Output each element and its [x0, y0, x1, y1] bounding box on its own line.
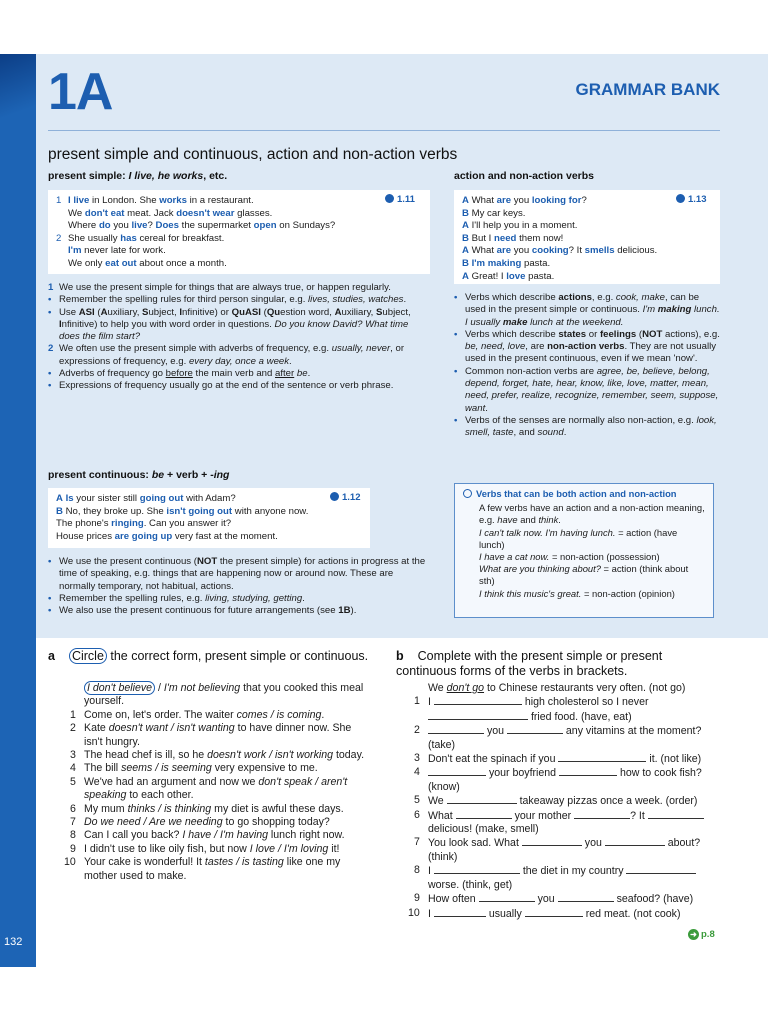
rule-note: • Verbs which describe states or feelings (NOT actions), e.g. be, need, love, are non-action verbs. They are not usually used in the present continuous, even if we mean 'now'. — [454, 328, 720, 365]
exercise-a-instruction: a Circle the correct form, present simple or continuous. — [48, 649, 369, 663]
page-number: 132 — [4, 936, 23, 948]
exercise-item[interactable]: 7 Do we need / Are we needing to go shopping today? — [70, 816, 330, 829]
speaker-icon — [385, 194, 394, 203]
action-verbs-heading: action and non-action verbs — [454, 170, 595, 182]
exercise-item[interactable]: 5 We takeaway pizzas once a week. (order) — [414, 794, 698, 808]
exercise-item[interactable]: 7 You look sad. What you about? (think) — [414, 836, 701, 863]
rule-note: 2 We often use the present simple with adverbs of frequency, e.g. usually, never, or expressions of frequency, e.g. every day, once a week. — [48, 343, 405, 367]
exercise-example: We don't go to Chinese restaurants very often. (not go) — [428, 682, 686, 694]
exercise-a-list — [64, 682, 370, 883]
arrow-right-icon: ➜ — [688, 929, 699, 940]
rule-note: 1 We use the present simple for things that are always true, or happen regularly. — [48, 282, 391, 293]
audio-track-1-12[interactable]: 1.12 — [330, 492, 361, 503]
example-line: 1 I live in London. She works in a restaurant. — [56, 195, 254, 206]
tip-title: Verbs that can be both action and non-action — [476, 488, 677, 499]
example-line: The phone's ringing. Can you answer it? — [56, 518, 232, 530]
example-line: I'm never late for work. — [68, 245, 166, 257]
tip-box — [454, 483, 714, 618]
audio-track-1-13[interactable]: 1.13 — [676, 194, 707, 205]
exercise-item[interactable]: 10 I usually red meat. (not cook) — [408, 906, 681, 920]
exercise-item[interactable]: 10 Your cake is wonderful! It tastes / is tasting like one my mother used to make. — [64, 856, 341, 882]
unit-title: 1A — [48, 63, 113, 121]
example-line: Where do you live? Does the supermarket open on Sundays? — [68, 220, 336, 232]
exercise-b-instruction: b Complete with the present simple or present continuous forms of the verbs in brackets. — [396, 649, 663, 678]
example-line: House prices are going up very fast at the moment. — [56, 530, 278, 542]
present-continuous-examples — [48, 488, 370, 548]
exercise-item[interactable]: 1 I high cholesterol so I never fried food. (have, eat) — [414, 695, 649, 723]
present-simple-heading: present simple: I live, he works, etc. — [48, 170, 228, 182]
example-line: A Is your sister still going out with Adam? — [56, 493, 236, 504]
example-line: A What are you cooking? It smells delicious. — [462, 245, 658, 257]
magnifier-icon — [463, 489, 472, 498]
rule-note: • We also use the present continuous for future arrangements (see 1B). — [48, 605, 357, 617]
example-line: We don't eat meat. Jack doesn't wear glasses. — [68, 207, 273, 219]
exercise-item[interactable]: 3 Don't eat the spinach if you it. (not like) — [414, 752, 702, 766]
example-line: A I'll help you in a moment. — [462, 220, 578, 232]
exercise-item[interactable]: 1 Come on, let's order. The waiter comes / is coming. — [70, 708, 325, 721]
page-reference-link[interactable]: ➜ p.8 — [688, 929, 715, 940]
exercise-example: I don't believe / I'm not believing that you cooked this meal yourself. — [84, 682, 364, 708]
exercise-item[interactable]: 6 My mum thinks / is thinking my diet is awful these days. — [70, 802, 344, 815]
exercise-item[interactable]: 4 your boyfriend how to cook fish? (know) — [414, 766, 702, 793]
rule-note: • Remember the spelling rules, e.g. living, studying, getting. — [48, 592, 305, 604]
present-simple-examples — [48, 190, 430, 274]
rule-note: • Adverbs of frequency go before the main verb and after be. — [48, 368, 311, 380]
left-color-strip — [0, 54, 36, 967]
example-line: B No, they broke up. She isn't going out with anyone now. — [56, 505, 309, 517]
example-line: 2 She usually has cereal for breakfast. — [56, 232, 225, 244]
exercise-b-list — [408, 682, 724, 921]
exercise-item[interactable]: 5 We've had an argument and now we don't speak / aren't speaking to each other. — [70, 775, 348, 802]
rule-note: • Common non-action verbs are agree, be, believe, belong, depend, forget, hate, hear, know, like, love, matter, mean, need, prefer, realize, recognize, remember, seem, suppose, want. — [454, 365, 719, 414]
present-simple-notes — [48, 282, 428, 393]
section-heading: present simple and continuous, action and non-action verbs — [48, 146, 458, 163]
present-continuous-heading: present continuous: be + verb + -ing — [48, 469, 230, 481]
example-line: B I'm making pasta. — [462, 257, 551, 269]
exercise-item[interactable]: 3 The head chef is ill, so he doesn't work / isn't working today. — [70, 749, 365, 762]
speaker-icon — [676, 194, 685, 203]
exercise-item[interactable]: 2 Kate doesn't want / isn't wanting to have dinner now. She isn't hungry. — [70, 722, 352, 748]
exercise-item[interactable]: 6 What your mother ? It delicious! (make, smell) — [414, 809, 724, 837]
exercise-item[interactable]: 8 Can I call you back? I have / I'm having lunch right now. — [70, 829, 345, 842]
example-line: We only eat out about once a month. — [68, 257, 227, 269]
exercise-item[interactable]: 2 you any vitamins at the moment? (take) — [414, 724, 702, 751]
present-continuous-notes — [48, 556, 428, 617]
exercise-item[interactable]: 9 How often you seafood? (have) — [414, 892, 694, 906]
rule-note: • Remember the spelling rules for third person singular, e.g. lives, studies, watches. — [48, 294, 407, 306]
rule-note: • We use the present continuous (NOT the present simple) for actions in progress at the time of speaking, e.g. things that are happening now or around now. These are normally temporary, not habitual, actions. — [48, 556, 426, 592]
grammar-bank-title: GRAMMAR BANK — [575, 80, 720, 99]
example-line: A Great! I love pasta. — [462, 270, 555, 282]
tip-line: I have a cat now. = non-action (possession) — [479, 551, 660, 563]
rule-note: • Verbs which describe actions, e.g. cook, make, can be used in the present simple or continuous. I'm making lunch. I usually make lunch at the weekend. — [454, 292, 720, 328]
rule-note: • Verbs of the senses are normally also non-action, e.g. look, smell, taste, and sound. — [454, 414, 717, 439]
speaker-icon — [330, 492, 339, 501]
example-line: B My car keys. — [462, 207, 526, 219]
tip-line: I think this music's great. = non-action (opinion) — [479, 587, 675, 599]
exercise-item[interactable]: 4 The bill seems / is seeming very expensive to me. — [70, 762, 318, 775]
tip-line: A few verbs have an action and a non-action meaning, e.g. have and think. — [479, 502, 705, 526]
rule-note: • Expressions of frequency usually go at the end of the sentence or verb phrase. — [48, 380, 394, 392]
tip-line: What are you thinking about? = action (think about sth) — [479, 563, 689, 587]
tip-line: I can't talk now. I'm having lunch. = action (have lunch) — [479, 526, 678, 550]
exercise-item[interactable]: 9 I didn't use to like oily fish, but now I love / I'm loving it! — [70, 842, 340, 855]
audio-track-1-11[interactable]: 1.11 — [385, 194, 415, 205]
exercise-item[interactable]: 8 I the diet in my country worse. (think, get) — [414, 864, 724, 892]
example-line: A What are you looking for? — [462, 195, 587, 206]
header-divider — [48, 130, 720, 131]
rule-note: • Use ASI (Auxiliary, Subject, Infinitive) or QuASI (Question word, Auxiliary, Subject, Infinitive) to help you with word order in questions. Do you know David? What time does the film start? — [48, 306, 411, 343]
example-line: B But I need them now! — [462, 232, 564, 244]
action-verbs-notes — [454, 292, 720, 440]
